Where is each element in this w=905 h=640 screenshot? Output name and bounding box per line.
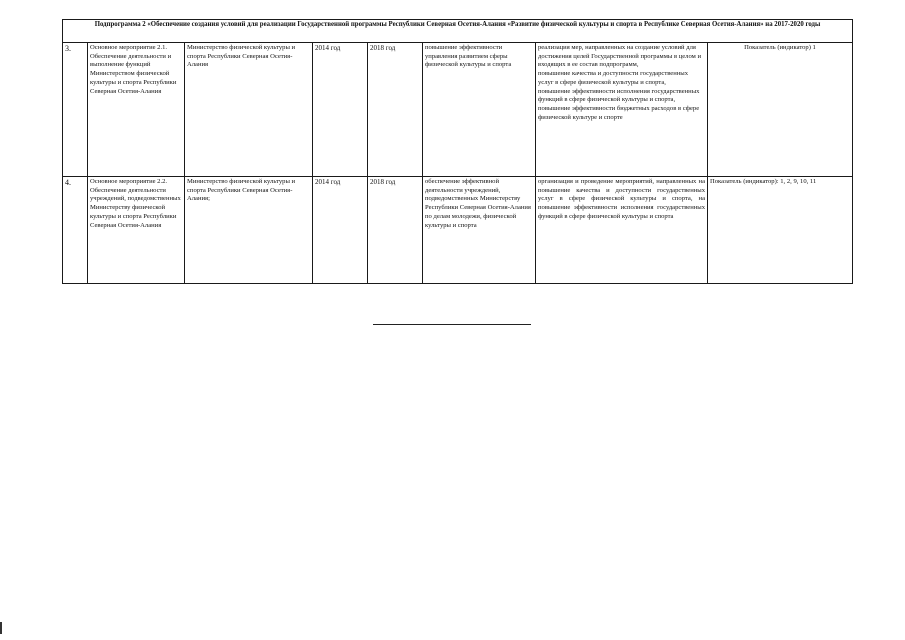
main-directions-cell bbox=[536, 43, 708, 177]
indicator-cell: Показатель (индикатор) 1 bbox=[708, 43, 853, 177]
document-sheet bbox=[62, 19, 852, 284]
expected-result-cell: повышение эффективности управления развитием сферы физической культуры и спорта bbox=[423, 43, 536, 177]
closing-rule bbox=[373, 324, 531, 325]
row-number: 4. bbox=[63, 177, 88, 284]
row-number: 3. bbox=[63, 43, 88, 177]
direction-item: реализация мер, направленных на создание условий для достижения целей Государственной программы в целом и входящих в ее состав подпрограмм, bbox=[538, 44, 701, 69]
subprogram-table bbox=[62, 19, 853, 284]
table-row bbox=[63, 43, 853, 177]
start-year-cell: 2014 год bbox=[313, 177, 368, 284]
indicator-cell: Показатель (индикатор): 1, 2, 9, 10, 11 bbox=[708, 177, 853, 284]
direction-item: повышение эффективности исполнения государственных функций в сфере физической культуры и спорта, bbox=[538, 87, 700, 104]
subprogram-header: Подпрограмма 2 «Обеспечение создания условий для реализации Государственной программы Республики Северная Осетия-Алания «Развитие физической культуры и спорта в Республике Северная Осетия-Алания» на 2017-2020 годы bbox=[63, 20, 853, 43]
measure-cell: Основное мероприятие 2.1. Обеспечение деятельности и выполнение функций Министерством физической культуры и спорта Республики Северная Осетия-Алания bbox=[88, 43, 185, 177]
executor-cell: Министерство физической культуры и спорта Республики Северная Осетия-Алания; bbox=[185, 177, 313, 284]
direction-item: повышение эффективности бюджетных расходов в сфере физической культуре и спорте bbox=[538, 104, 700, 121]
table-row bbox=[63, 177, 853, 284]
subprogram-header-row bbox=[63, 20, 853, 43]
scan-edge-mark bbox=[0, 622, 2, 634]
start-year-cell: 2014 год bbox=[313, 43, 368, 177]
executor-cell: Министерство физической культуры и спорта Республики Северная Осетия-Алания bbox=[185, 43, 313, 177]
measure-cell: Основное мероприятие 2.2. Обеспечение деятельности учреждений, подведомственных Министерству физической культуры и спорта Республики Северная Осетия-Алания bbox=[88, 177, 185, 284]
end-year-cell: 2018 год bbox=[368, 177, 423, 284]
end-year-cell: 2018 год bbox=[368, 43, 423, 177]
expected-result-cell: обеспечение эффективной деятельности учреждений, подведомственных Министерству Республики Северная Осетия-Алания по делам молодежи, физической культуры и спорта bbox=[423, 177, 536, 284]
direction-item: повышение качества и доступности государственных услуг в сфере физической культуры и спорта, bbox=[538, 70, 688, 86]
direction-item: организация и проведение мероприятий, направленных на повышение качества и доступности государственных услуг в сфере физической культуры и спорта, на повышение эффективности исполнения государственных функций в сфере физической культуры и спорта bbox=[538, 178, 705, 220]
main-directions-cell bbox=[536, 177, 708, 284]
